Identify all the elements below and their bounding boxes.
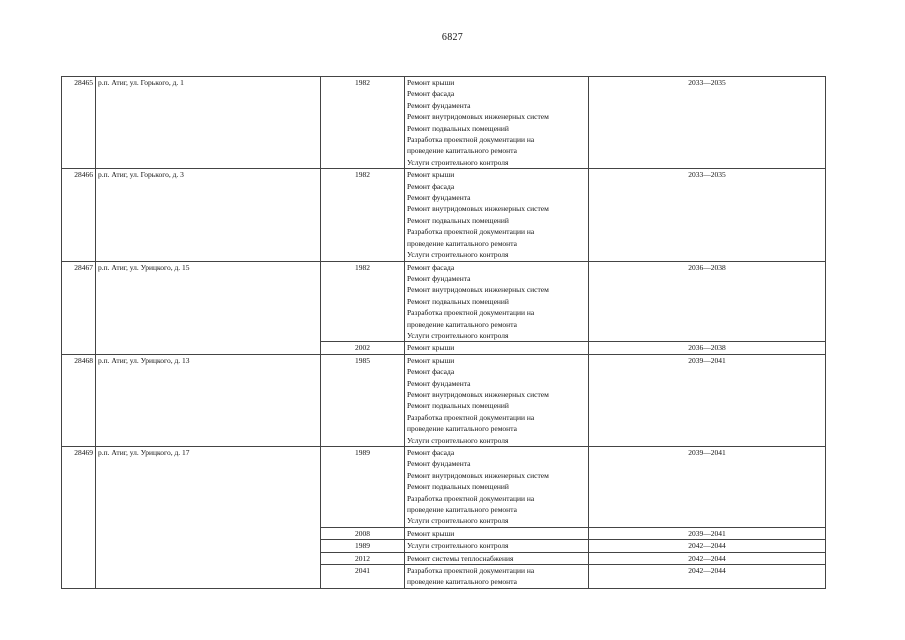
repair-work-item: Ремонт крыши	[407, 355, 455, 365]
repair-work-item: Ремонт фундамента	[407, 378, 471, 388]
repair-work-item: Ремонт фасада	[407, 89, 455, 99]
repair-work-item: Ремонт внутридомовых инженерных систем	[407, 470, 549, 480]
repair-work-item: Разработка проектной документации на	[407, 308, 535, 318]
last-repair-year: 1989	[321, 540, 405, 552]
last-repair-year: 2041	[321, 565, 405, 589]
repair-work-item: Разработка проектной документации на	[407, 493, 535, 503]
last-repair-year: 1982	[321, 169, 405, 261]
planned-period: 2039—2041	[589, 354, 826, 446]
repair-work-item: Разработка проектной документации на	[407, 412, 535, 422]
repair-work-item: Ремонт фасада	[407, 367, 455, 377]
repair-work-item: Ремонт внутридомовых инженерных систем	[407, 204, 549, 214]
object-id: 28465	[62, 77, 96, 169]
repair-work-item: Разработка проектной документации на	[407, 227, 535, 237]
repair-work-item: проведение капитального ремонта	[407, 319, 517, 329]
repair-work-item: Ремонт системы теплоснабжения	[407, 553, 514, 563]
planned-period: 2036—2038	[589, 261, 826, 342]
repair-work-item: Разработка проектной документации на	[407, 566, 535, 576]
repair-work-item: Ремонт фундамента	[407, 193, 471, 203]
repair-works	[405, 447, 589, 528]
repair-work-item: Ремонт крыши	[407, 170, 455, 180]
repair-work-item: проведение капитального ремонта	[407, 146, 517, 156]
repair-work-item: проведение капитального ремонта	[407, 424, 517, 434]
planned-period: 2033—2035	[589, 77, 826, 169]
page-number: 6827	[441, 32, 464, 43]
object-id: 28467	[62, 261, 96, 354]
repair-work-item: проведение капитального ремонта	[407, 577, 517, 587]
table-row	[62, 447, 826, 528]
object-address: р.п. Атиг, ул. Горького, д. 1	[96, 77, 321, 169]
repair-work-item: Услуги строительного контроля	[407, 157, 509, 167]
repair-schedule-body	[62, 77, 826, 589]
repair-work-item: Услуги строительного контроля	[407, 250, 509, 260]
repair-work-item: Услуги строительного контроля	[407, 435, 509, 445]
repair-work-item: Ремонт фундамента	[407, 100, 471, 110]
repair-work-item: Ремонт подвальных помещений	[407, 296, 509, 306]
repair-work-item: Ремонт фасада	[407, 181, 455, 191]
planned-period: 2036—2038	[589, 342, 826, 354]
table-row	[62, 169, 826, 261]
table-row	[62, 77, 826, 169]
repair-works	[405, 77, 589, 169]
table-row	[62, 354, 826, 446]
repair-works	[405, 565, 589, 589]
repair-works	[405, 261, 589, 342]
repair-work-item: Ремонт фундамента	[407, 273, 471, 283]
repair-work-item: проведение капитального ремонта	[407, 238, 517, 248]
repair-work-item: Ремонт внутридомовых инженерных систем	[407, 112, 549, 122]
repair-schedule-table	[61, 76, 826, 589]
planned-period: 2039—2041	[589, 527, 826, 539]
last-repair-year: 1982	[321, 261, 405, 342]
last-repair-year: 2012	[321, 552, 405, 564]
repair-work-item: проведение капитального ремонта	[407, 505, 517, 515]
planned-period: 2042—2044	[589, 540, 826, 552]
repair-work-item: Услуги строительного контроля	[407, 516, 509, 526]
repair-work-item: Ремонт крыши	[407, 528, 455, 538]
last-repair-year: 2002	[321, 342, 405, 354]
repair-work-item: Ремонт фасада	[407, 262, 455, 272]
object-id: 28469	[62, 447, 96, 589]
object-id: 28466	[62, 169, 96, 261]
table-row	[62, 261, 826, 342]
repair-work-item: Услуги строительного контроля	[407, 541, 509, 551]
object-address: р.п. Атиг, ул. Урицкого, д. 13	[96, 354, 321, 446]
last-repair-year: 1982	[321, 77, 405, 169]
repair-work-item: Ремонт внутридомовых инженерных систем	[407, 389, 549, 399]
repair-works	[405, 527, 589, 539]
last-repair-year: 2008	[321, 527, 405, 539]
repair-works	[405, 354, 589, 446]
last-repair-year: 1989	[321, 447, 405, 528]
repair-works	[405, 342, 589, 354]
repair-work-item: Ремонт подвальных помещений	[407, 482, 509, 492]
repair-work-item: Услуги строительного контроля	[407, 330, 509, 340]
planned-period: 2033—2035	[589, 169, 826, 261]
object-address: р.п. Атиг, ул. Урицкого, д. 15	[96, 261, 321, 354]
repair-work-item: Ремонт внутридомовых инженерных систем	[407, 285, 549, 295]
repair-work-item: Ремонт подвальных помещений	[407, 215, 509, 225]
last-repair-year: 1985	[321, 354, 405, 446]
repair-work-item: Ремонт подвальных помещений	[407, 401, 509, 411]
planned-period: 2042—2044	[589, 552, 826, 564]
repair-work-item: Ремонт фасада	[407, 448, 455, 457]
planned-period: 2039—2041	[589, 447, 826, 528]
object-address: р.п. Атиг, ул. Горького, д. 3	[96, 169, 321, 261]
repair-works	[405, 169, 589, 261]
object-id: 28468	[62, 354, 96, 446]
repair-work-item: Ремонт фундамента	[407, 459, 471, 469]
repair-work-item: Разработка проектной документации на	[407, 135, 535, 145]
repair-work-item: Ремонт подвальных помещений	[407, 123, 509, 133]
repair-work-item: Ремонт крыши	[407, 343, 455, 353]
planned-period: 2042—2044	[589, 565, 826, 589]
repair-work-item: Ремонт крыши	[407, 78, 455, 87]
repair-works	[405, 540, 589, 552]
object-address: р.п. Атиг, ул. Урицкого, д. 17	[96, 447, 321, 589]
repair-works	[405, 552, 589, 564]
